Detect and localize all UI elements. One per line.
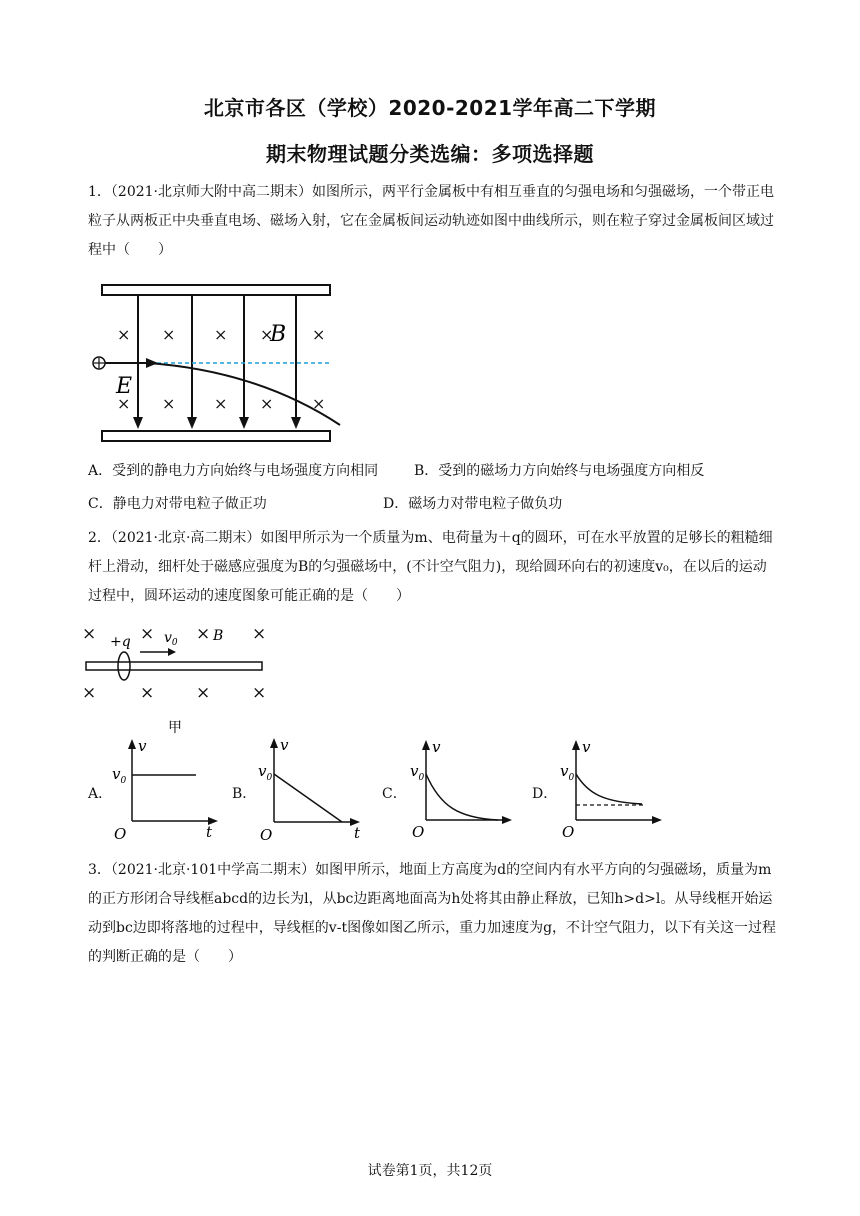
label-q: +q bbox=[110, 634, 131, 650]
q2-option-a[interactable]: A． bbox=[88, 786, 113, 802]
q2-option-c[interactable]: C． bbox=[382, 786, 407, 802]
q2-graph-a[interactable] bbox=[108, 735, 224, 841]
svg-text:O: O bbox=[562, 823, 575, 841]
svg-text:×: × bbox=[252, 683, 267, 703]
q1-option-d[interactable]: D．磁场力对带电粒子做负功 bbox=[383, 496, 563, 512]
svg-text:×: × bbox=[252, 624, 267, 644]
svg-text:×: × bbox=[312, 325, 326, 344]
top-plate bbox=[102, 285, 330, 295]
svg-text:t: t bbox=[206, 823, 213, 841]
svg-text:v0: $v_0$ bbox=[258, 762, 273, 783]
svg-text:×: × bbox=[260, 325, 274, 344]
svg-text:v0: $v_0$ bbox=[560, 762, 575, 783]
svg-text:×: × bbox=[117, 394, 131, 413]
svg-text:v: v bbox=[280, 736, 289, 754]
svg-text:×: × bbox=[196, 624, 211, 644]
q1-option-b[interactable]: B．受到的磁场力方向始终与电场强度方向相反 bbox=[414, 463, 705, 479]
svg-text:O: O bbox=[412, 823, 425, 841]
svg-text:O: O bbox=[114, 825, 127, 843]
svg-text:×: × bbox=[162, 325, 176, 344]
svg-text:×: × bbox=[140, 624, 155, 644]
svg-text:v0: $v_0$ bbox=[112, 765, 127, 786]
svg-text:×: × bbox=[82, 624, 97, 644]
svg-text:×: × bbox=[162, 394, 176, 413]
svg-text:×: × bbox=[196, 683, 211, 703]
q2-graph-d[interactable] bbox=[556, 736, 672, 840]
q2-option-b[interactable]: B． bbox=[232, 786, 257, 802]
bottom-plate bbox=[102, 431, 330, 441]
svg-text:×: × bbox=[117, 325, 131, 344]
svg-text:×: × bbox=[82, 683, 97, 703]
page-footer: 试卷第1页，共12页 bbox=[367, 1163, 493, 1179]
question-2-stem: 2．（2021·北京·高二期末）如图甲所示为一个质量为m、电荷量为＋q的圆环，可在水平放置的足够长的粗糙细杆上滑动，细杆处于磁感应强度为B的匀强磁场中，(不计空气阻力)，现给圆环向右的初速度v₀，在以后的运动过程中，圆环运动的速度图象可能正确的是（ ） bbox=[88, 530, 773, 604]
svg-text:×: × bbox=[214, 325, 228, 344]
label-v0: $v_0$ bbox=[164, 630, 178, 648]
label-B: B bbox=[213, 628, 224, 644]
velocity-curve-decay-to-zero bbox=[426, 774, 498, 820]
svg-text:×: × bbox=[312, 394, 326, 413]
svg-text:O: O bbox=[260, 826, 273, 844]
velocity-curve-decay-to-asymptote bbox=[576, 774, 642, 804]
svg-text:v0: $v_0$ bbox=[410, 762, 425, 783]
question-1-stem: 1．（2021·北京师大附中高二期末）如图所示，两平行金属板中有相互垂直的匀强电场和匀强磁场，一个带正电粒子从两板正中央垂直电场、磁场入射，它在金属板间运动轨迹如图中曲线所示，则在粒子穿过金属板间区域过程中（ ） bbox=[88, 184, 774, 258]
svg-text:v: v bbox=[432, 738, 441, 756]
svg-text:v: v bbox=[138, 737, 147, 755]
page-title-line1: 北京市各区（学校）2020-2021学年高二下学期 bbox=[203, 96, 657, 120]
svg-text:×: × bbox=[214, 394, 228, 413]
label-E: E bbox=[116, 374, 133, 399]
q1-option-c[interactable]: C．静电力对带电粒子做正功 bbox=[88, 496, 267, 512]
svg-text:×: × bbox=[140, 683, 155, 703]
label-B: B bbox=[270, 322, 287, 347]
page-title-line2: 期末物理试题分类选编：多项选择题 bbox=[266, 142, 594, 166]
q1-figure-plates-fields bbox=[88, 283, 348, 453]
svg-text:v: v bbox=[582, 738, 591, 756]
svg-text:t: t bbox=[354, 824, 361, 842]
q2-graph-c[interactable] bbox=[406, 736, 522, 840]
field-arrowheads bbox=[133, 417, 301, 429]
rough-rod bbox=[86, 662, 262, 670]
q2-graph-b[interactable] bbox=[256, 732, 372, 842]
q1-option-a[interactable]: A．受到的静电力方向始终与电场强度方向相同 bbox=[88, 463, 379, 479]
q2-figure-ring-rod bbox=[82, 618, 282, 738]
q2-option-d[interactable]: D． bbox=[532, 786, 558, 802]
velocity-line-linear bbox=[274, 774, 342, 822]
question-3-stem: 3．（2021·北京·101中学高二期末）如图甲所示，地面上方高度为d的空间内有水平方向的匀强磁场，质量为m的正方形闭合导线框abcd的边长为l，从bc边距离地面高为h处将其由静止释放，已知h>d>l。从导线框开始运动到bc边即将落地的过程中，导线框的v-t图像如图乙所示，重力加速度为g，不计空气阻力，以下有关这一过程的判断正确的是（ ） bbox=[88, 862, 777, 965]
svg-text:×: × bbox=[260, 394, 274, 413]
caption-jia: 甲 bbox=[168, 720, 182, 736]
